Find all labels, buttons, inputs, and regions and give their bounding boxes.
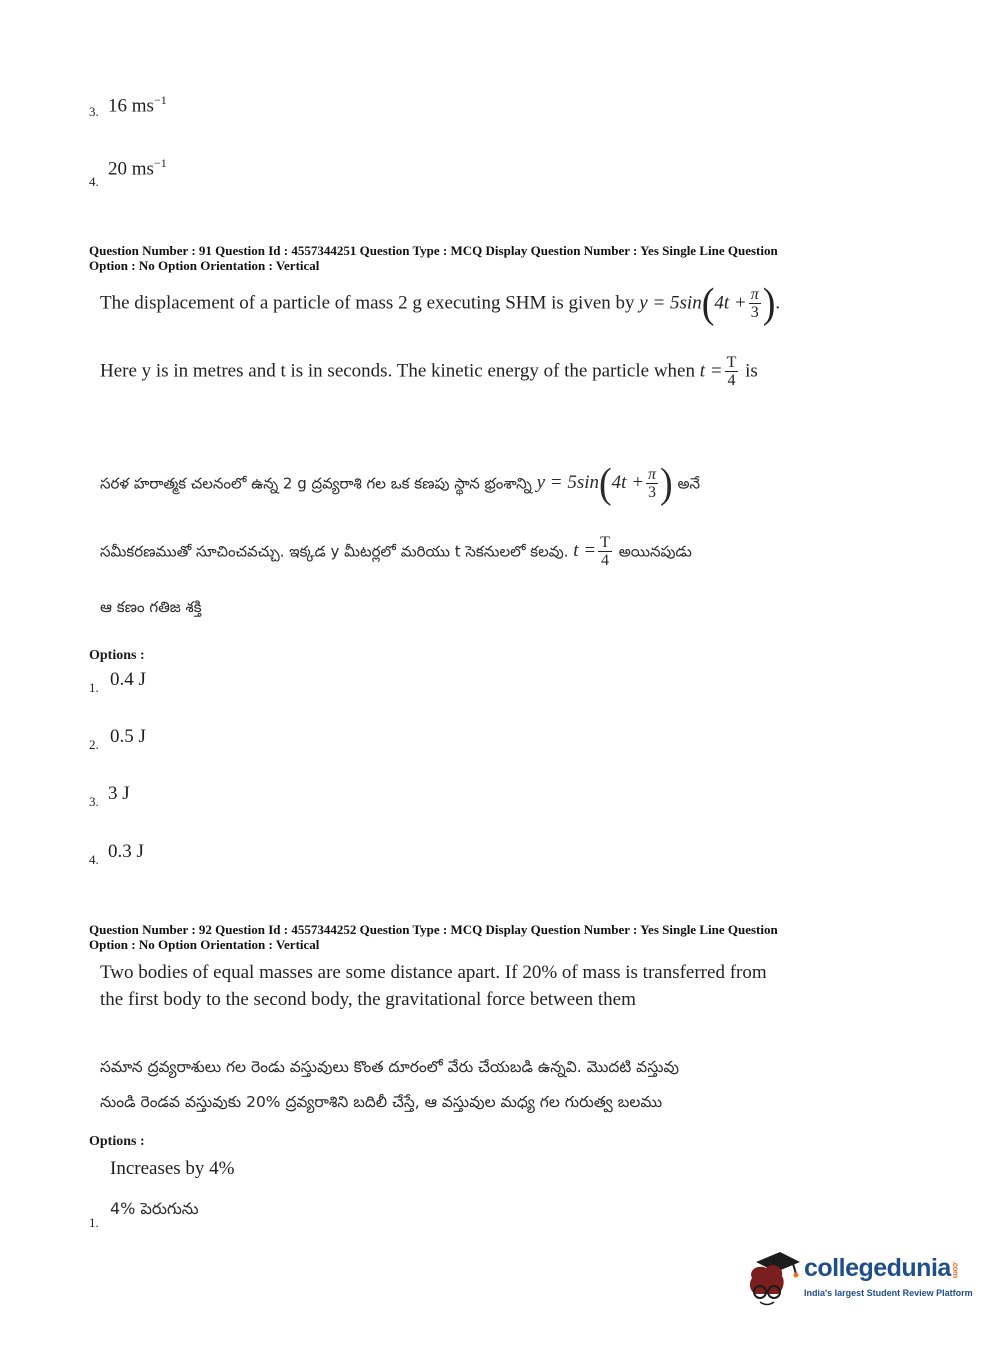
- pi-over-three: [749, 287, 761, 321]
- option-text[interactable]: 0.4 J: [110, 669, 146, 690]
- option-text[interactable]: 0.3 J: [108, 841, 144, 862]
- logo-brand: [804, 1254, 960, 1283]
- logo-tagline: India's largest Student Review Platform: [804, 1288, 973, 1298]
- telugu-segment: సరళ హరాత్మక చలనంలో ఉన్న 2 g ద్రవ్యరాశి గల ఒక కణపు స్థాన భ్రంశాన్ని: [100, 474, 532, 493]
- question-meta: [89, 243, 889, 273]
- question-text-en: [100, 280, 781, 328]
- mascot-icon: [742, 1248, 802, 1310]
- equation-lhs: y = 5sin: [536, 472, 600, 494]
- option-text-te[interactable]: 4% పెరుగును: [110, 1199, 199, 1218]
- question-text-te: [100, 460, 701, 508]
- logo-suffix: .com: [950, 1261, 960, 1278]
- collegedunia-logo[interactable]: [742, 1248, 972, 1312]
- option-number: 2.: [89, 737, 99, 752]
- option-text: [108, 156, 167, 180]
- option-number: 1.: [89, 1215, 99, 1230]
- meta-line: Question Number : 92 Question Id : 4557344252 Question Type : MCQ Display Question Number : Yes Single Line Question: [89, 922, 778, 937]
- paren-open: (: [701, 280, 715, 328]
- fraction-denominator: 4: [727, 372, 736, 389]
- options-label: Options :: [89, 1134, 145, 1149]
- telugu-segment: సమీకరణముతో సూచించవచ్చు. ఇక్కడ y మీటర్లలో మరియు t సెకనులలో కలవు.: [100, 542, 569, 561]
- t-over-four: [598, 535, 612, 569]
- telugu-segment: అనే: [677, 474, 701, 493]
- question-text-en: Two bodies of equal masses are some distance apart. If 20% of mass is transferred from: [100, 962, 767, 983]
- options-label: Options :: [89, 648, 145, 663]
- meta-line: Question Number : 91 Question Id : 4557344251 Question Type : MCQ Display Question Number : Yes Single Line Question: [89, 243, 778, 258]
- question-text-en: the first body to the second body, the gravitational force between them: [100, 989, 636, 1010]
- question-meta: [89, 922, 889, 952]
- t-equals: t =: [573, 540, 597, 562]
- question-text-te: [100, 535, 692, 569]
- option-number: 4.: [89, 174, 99, 189]
- telugu-equation: [573, 534, 614, 569]
- sentence-end: .: [775, 292, 781, 314]
- t-over-four: [725, 355, 739, 389]
- telugu-segment: అయినపుడు: [618, 542, 692, 561]
- equation-lhs: y = 5sin: [639, 292, 702, 314]
- option-value: 16 ms: [108, 95, 154, 117]
- option-text[interactable]: 0.5 J: [110, 726, 146, 747]
- fraction-numerator: π: [648, 466, 657, 483]
- question-text-te: నుండి రెండవ వస్తువుకు 20% ద్రవ్యరాశిని బదిలీ చేస్తే, ఆ వస్తువుల మధ్య గల గురుత్వ బలము: [100, 1093, 663, 1111]
- option-number: 4.: [89, 852, 99, 867]
- telugu-equation: [536, 460, 673, 508]
- fraction-numerator: T: [600, 534, 610, 551]
- question-text-te: సమాన ద్రవ్యరాశులు గల రెండు వస్తువులు కొంత దూరంలో వేరు చేయబడి ఉన్నవి. మొదటి వస్తువు: [100, 1058, 679, 1076]
- paren-close: ): [762, 280, 776, 328]
- option-text[interactable]: Increases by 4%: [110, 1158, 235, 1179]
- question-text-segment: The displacement of a particle of mass 2 g executing SHM is given by: [100, 292, 635, 314]
- option-text: [108, 93, 167, 117]
- question-text-te: ఆ కణం గతిజ శక్తి: [100, 598, 202, 616]
- option-number: 1.: [89, 680, 99, 695]
- pi-over-three: [646, 467, 658, 501]
- meta-line: Option : No Option Orientation : Vertical: [89, 937, 320, 952]
- option-value: 20 ms: [108, 158, 154, 180]
- fraction-denominator: 3: [750, 304, 759, 321]
- logo-brand-text: collegedunia: [804, 1254, 951, 1282]
- option-number: 3.: [89, 794, 99, 809]
- equation-inner: 4t +: [611, 472, 645, 494]
- fraction-numerator: T: [726, 354, 737, 371]
- equation-inner: 4t +: [714, 292, 747, 314]
- option-text[interactable]: 3 J: [108, 783, 130, 804]
- fraction-denominator: 3: [648, 484, 657, 501]
- question-text-en: [100, 355, 758, 389]
- paren-open: (: [599, 460, 612, 508]
- fraction-denominator: 4: [601, 552, 610, 569]
- option-exponent: −1: [153, 156, 167, 170]
- fraction-numerator: π: [750, 286, 759, 303]
- question-text-segment: Here y is in metres and t is in seconds. The kinetic energy of the particle when: [100, 360, 695, 382]
- meta-line: Option : No Option Orientation : Vertical: [89, 258, 320, 273]
- option-number: 3.: [89, 104, 99, 119]
- t-equals: t =: [699, 360, 723, 382]
- sentence-end: is: [745, 360, 758, 382]
- paren-close: ): [660, 460, 673, 508]
- option-exponent: −1: [153, 93, 167, 107]
